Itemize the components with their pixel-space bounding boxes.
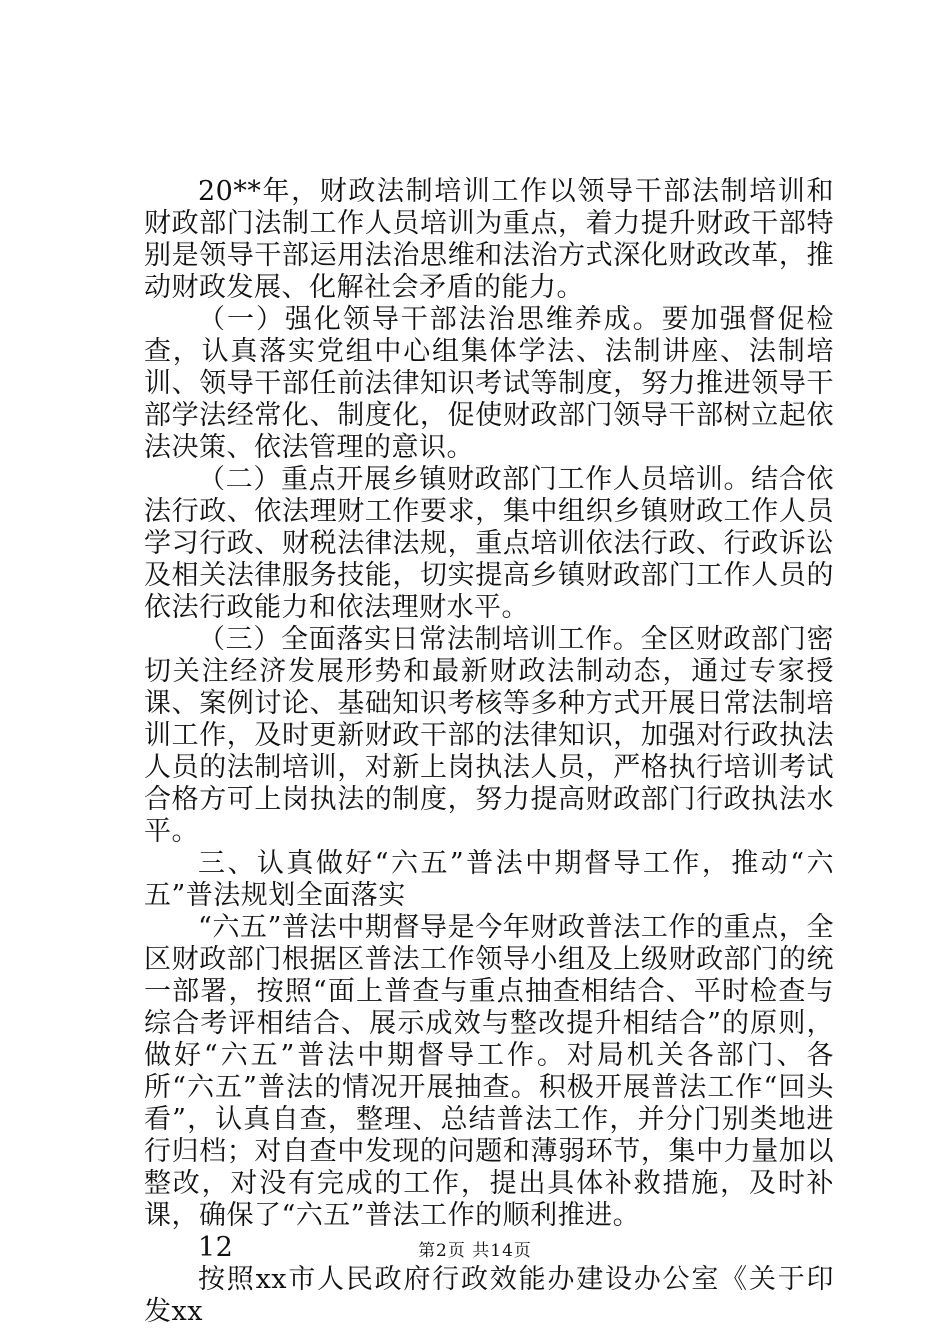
paragraph-number: 12 <box>198 1232 234 1263</box>
section-heading-3: 三、认真做好“六五”普法中期督导工作，推动“六五”普法规划全面落实 <box>144 848 834 911</box>
paragraph-item-2: （二）重点开展乡镇财政部门工作人员培训。结合依法行政、依法理财工作要求，集中组织乡镇财政工作人员学习行政、财税法律法规，重点培训依法行政、行政诉讼及相关法律服务技能，切实提高乡镇财政部门工作人员的依法行政能力和依法理财水平。 <box>144 464 834 623</box>
document-body <box>144 176 834 1328</box>
paragraph-item-1: （一）强化领导干部法治思维养成。要加强督促检查，认真落实党组中心组集体学法、法制讲座、法制培训、领导干部任前法律知识考试等制度，努力推进领导干部学法经常化、制度化，促使财政部门领导干部树立起依法决策、依法管理的意识。 <box>144 304 834 463</box>
paragraph-item-3: （三）全面落实日常法制培训工作。全区财政部门密切关注经济发展形势和最新财政法制动态，通过专家授课、案例讨论、基础知识考核等多种方式开展日常法制培训工作，及时更新财政干部的法律知识，加强对行政执法人员的法制培训，对新上岗执法人员，严格执行培训考试合格方可上岗执法的制度，努力提高财政部门行政执法水平。 <box>144 624 834 847</box>
paragraph-continuation: 按照xx市人民政府行政效能办建设办公室《关于印发xx <box>144 1264 834 1327</box>
paragraph-supervision: “六五”普法中期督导是今年财政普法工作的重点，全区财政部门根据区普法工作领导小组及上级财政部门的统一部署，按照“面上普查与重点抽查相结合、平时检查与综合考评相结合、展示成效与整改提升相结合”的原则，做好“六五”普法中期督导工作。对局机关各部门、各所“六五”普法的情况开展抽查。积极开展普法工作“回头看”，认真自查，整理、总结普法工作，并分门别类地进行归档；对自查中发现的问题和薄弱环节，集中力量加以整改，对没有完成的工作，提出具体补救措施，及时补课，确保了“六五”普法工作的顺利推进。 <box>144 912 834 1231</box>
paragraph-intro: 20**年，财政法制培训工作以领导干部法制培训和财政部门法制工作人员培训为重点，着力提升财政干部特别是领导干部运用法治思维和法治方式深化财政改革，推动财政发展、化解社会矛盾的能力。 <box>144 176 834 303</box>
page-number-footer: 第2页 共14页 <box>418 1241 532 1261</box>
